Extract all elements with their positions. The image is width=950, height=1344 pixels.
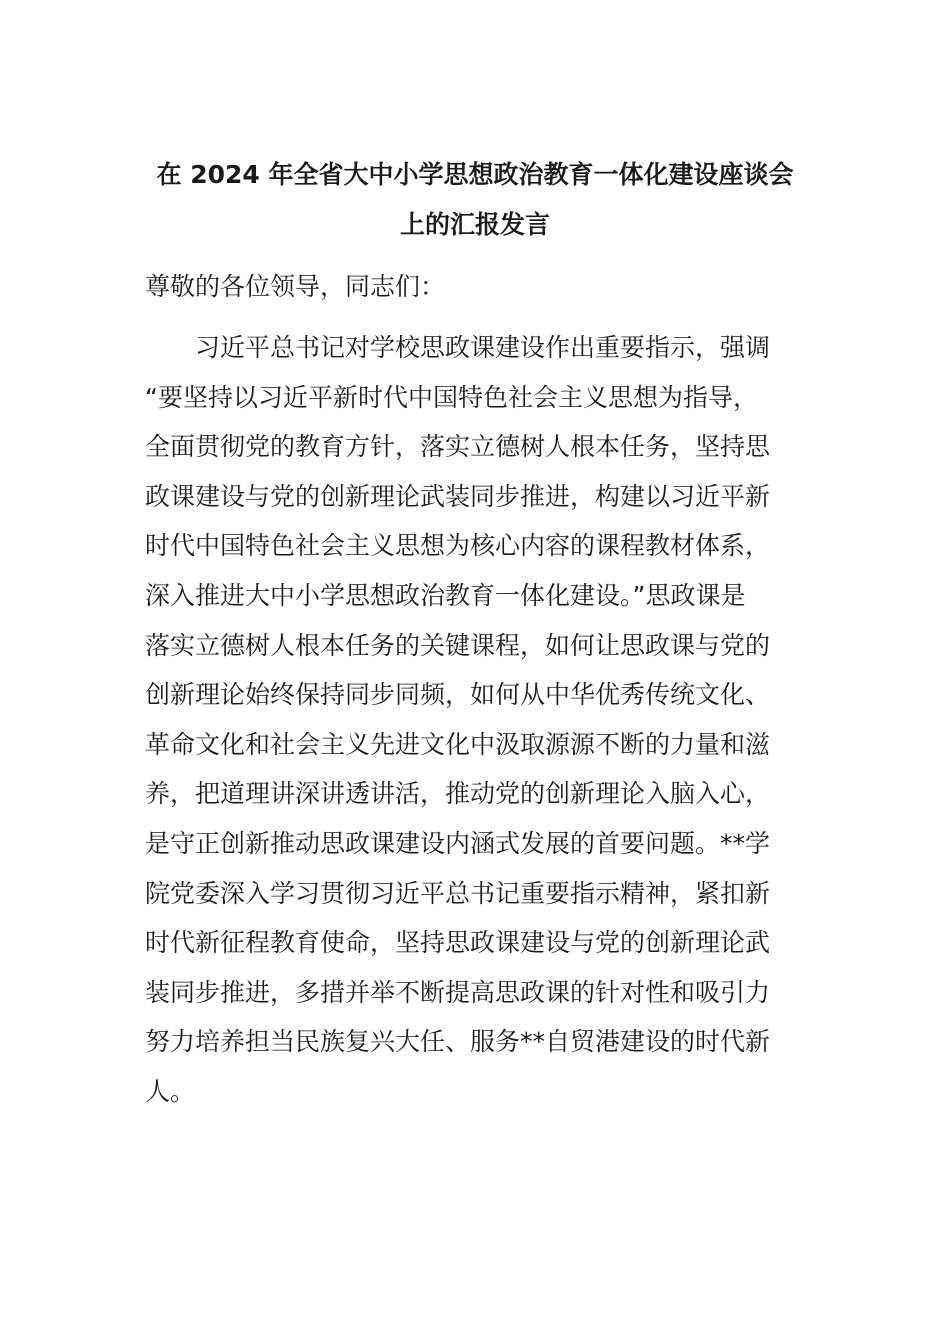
paragraph-line: “要坚持以习近平新时代中国特色社会主义思想为指导， (145, 382, 758, 412)
paragraph-line: 革命文化和社会主义先进文化中汲取源源不断的力量和滋 (145, 729, 771, 759)
title-line-2: 上的汇报发言 (399, 210, 550, 239)
document-title (145, 150, 805, 250)
paragraph-line: 时代中国特色社会主义思想为核心内容的课程教材体系， (145, 531, 771, 561)
paragraph-line: 人。 (145, 1076, 196, 1106)
paragraph-line: 落实立德树人根本任务的关键课程，如何让思政课与党的 (145, 630, 771, 660)
paragraph-line: 时代新征程教育使命，坚持思政课建设与党的创新理论武 (145, 928, 771, 958)
paragraph-line: 是守正创新推动思政课建设内涵式发展的首要问题。**学 (145, 828, 771, 858)
body-paragraph (145, 323, 810, 1117)
paragraph-line: 养，把道理讲深讲透讲活，推动党的创新理论入脑入心， (145, 779, 771, 809)
salutation: 尊敬的各位领导，同志们： (145, 272, 446, 301)
paragraph-line: 装同步推进，多措并举不断提高思政课的针对性和吸引力 (145, 977, 771, 1007)
paragraph-line: 全面贯彻党的教育方针，落实立德树人根本任务，坚持思 (145, 432, 771, 462)
title-line-1: 在 2024 年全省大中小学思想政治教育一体化建设座谈会 (156, 160, 794, 189)
paragraph-line: 努力培养担当民族复兴大任、服务**自贸港建设的时代新 (145, 1027, 771, 1057)
paragraph-line: 创新理论始终保持同步同频，如何从中华优秀传统文化、 (145, 680, 771, 710)
paragraph-line: 政课建设与党的创新理论武装同步推进，构建以习近平新 (145, 481, 771, 511)
paragraph-line: 深入推进大中小学思想政治教育一体化建设。”思政课是 (145, 580, 746, 610)
paragraph-line: 院党委深入学习贯彻习近平总书记重要指示精神，紧扣新 (145, 878, 771, 908)
paragraph-line: 习近平总书记对学校思政课建设作出重要指示，强调 (145, 333, 771, 362)
